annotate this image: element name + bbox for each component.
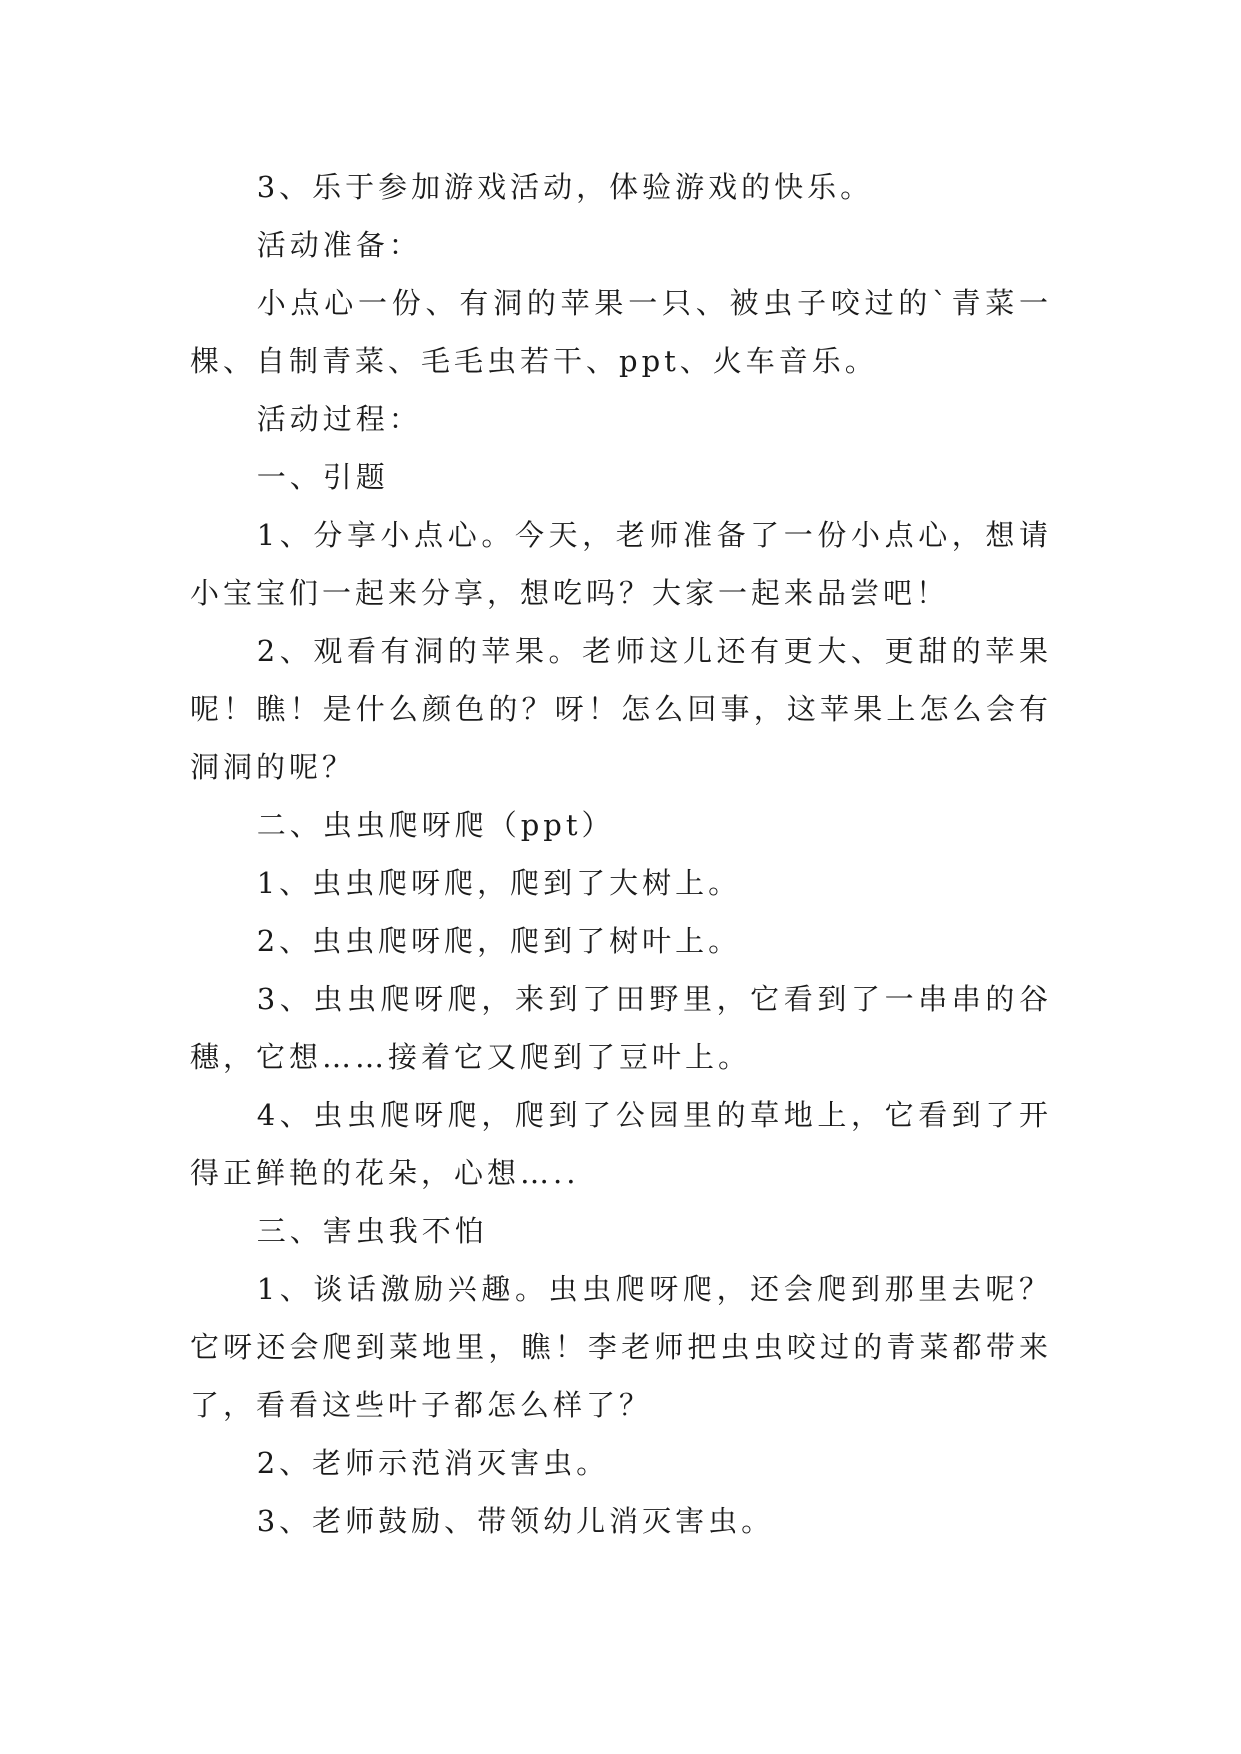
paragraph-step-2-3: 3、虫虫爬呀爬，来到了田野里，它看到了一串串的谷穗，它想……接着它又爬到了豆叶上。	[190, 982, 1052, 1074]
heading-preparation: 活动准备：	[256, 228, 422, 262]
paragraph-goal-3: 3、乐于参加游戏活动，体验游戏的快乐。	[256, 170, 874, 204]
paragraph-step-2-1: 1、虫虫爬呀爬，爬到了大树上。	[256, 866, 742, 900]
paragraph-materials: 小点心一份、有洞的苹果一只、被虫子咬过的`青菜一棵、自制青菜、毛毛虫若干、ppt、火车音乐。	[190, 286, 1052, 378]
document-page	[190, 158, 1052, 1550]
paragraph-step-3-2: 2、老师示范消灭害虫。	[256, 1446, 610, 1480]
paragraph-step-2-2: 2、虫虫爬呀爬，爬到了树叶上。	[256, 924, 742, 958]
paragraph-step-1-1: 1、分享小点心。今天，老师准备了一份小点心，想请小宝宝们一起来分享，想吃吗？大家一起来品尝吧！	[190, 518, 1052, 610]
paragraph-step-2-4: 4、虫虫爬呀爬，爬到了公园里的草地上，它看到了开得正鲜艳的花朵，心想…..	[190, 1098, 1052, 1190]
paragraph-step-3-3: 3、老师鼓励、带领幼儿消灭害虫。	[256, 1504, 775, 1538]
heading-process: 活动过程：	[256, 402, 422, 436]
paragraph-step-3-1: 1、谈话激励兴趣。虫虫爬呀爬，还会爬到那里去呢？它呀还会爬到菜地里，瞧！李老师把虫虫咬过的青菜都带来了，看看这些叶子都怎么样了？	[190, 1272, 1052, 1422]
paragraph-step-1-2: 2、观看有洞的苹果。老师这儿还有更大、更甜的苹果呢！瞧！是什么颜色的？呀！怎么回事，这苹果上怎么会有洞洞的呢？	[190, 634, 1052, 784]
section-heading-1: 一、引题	[256, 460, 389, 494]
section-heading-2: 二、虫虫爬呀爬（ppt）	[256, 808, 615, 842]
section-heading-3: 三、害虫我不怕	[256, 1214, 488, 1248]
